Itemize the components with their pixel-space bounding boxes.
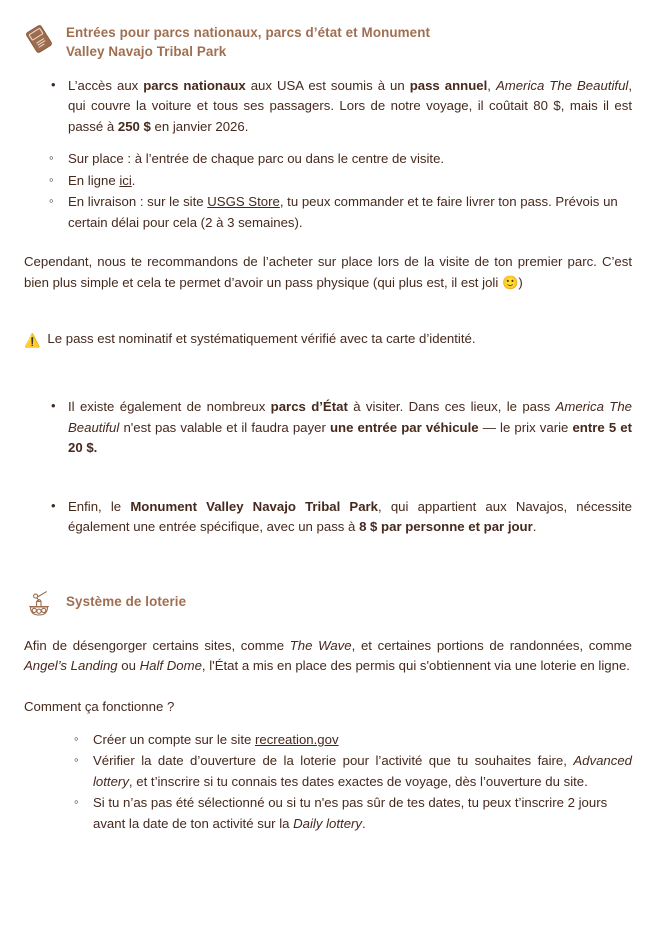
list-item-advanced-lottery [74,751,632,792]
italic-the-wave: The Wave [289,637,352,653]
warning-icon: ⚠️ [24,332,41,348]
bullet-parcs-etat [51,397,632,458]
loterie-steps-list [24,730,632,834]
section-title-line-1: Entrées pour parcs nationaux, parcs d’état et Monument [66,25,431,40]
entrees-monument-valley-list [24,497,632,538]
entrees-main-list [24,76,632,137]
spacer [24,293,632,329]
paragraph-recommendation [24,252,632,293]
link-ici[interactable]: ici [119,172,132,188]
emphasis-parcs-etat: parcs d’État [270,399,348,415]
link-usgs-store[interactable]: USGS Store [207,194,280,210]
spacer [24,619,632,636]
text-fragment: Créer un compte sur le site [93,732,255,748]
text-fragment: ) [518,274,523,290]
section-heading-loterie [24,586,632,619]
list-item-sur-place [49,149,632,169]
text-fragment: Il existe également de nombreux [68,399,271,415]
text-fragment: En livraison : sur le site [68,194,208,210]
emphasis-pass-annuel: pass annuel [409,77,488,93]
text-fragment: , et certaines portions de randonnées, comme [351,637,633,653]
text-fragment: , l'État a mis en place des permis qui s'obtiennent via une loterie en ligne. [201,658,630,674]
paragraph-question: Comment ça fonctionne ? [24,698,175,714]
text-fragment: , qui appartient aux Navajos, nécessite également une entrée spécifique, avec un pass à [68,498,632,535]
section-title-line-2: Valley Navajo Tribal Park [66,44,227,60]
emphasis-parcs-nationaux: parcs nationaux [143,77,246,93]
text-fragment: Enfin, le [68,498,131,514]
slightly-smiling-face-emoji: 🙂 [501,274,519,290]
link-recreation-gov[interactable]: recreation.gov [254,732,339,748]
list-item-en-ligne [49,171,632,191]
bullet-monument-valley [51,497,632,538]
lottery-drum-icon [24,587,54,619]
text-fragment: Vérifier la date d’ouverture de la loterie pour l’activité que tu souhaites faire, [93,753,574,769]
emphasis-monument-valley: Monument Valley Navajo Tribal Park [130,498,379,514]
text-fragment: — le prix varie [478,419,573,435]
section-title-loterie: Système de loterie [66,594,187,610]
italic-america-the-beautiful: America The Beautiful [68,399,632,435]
italic-daily-lottery: Daily lottery [293,815,363,831]
notice-text: Le pass est nominatif et systématiquement vérifié avec ta carte d’identité. [47,330,476,346]
ticket-icon [24,23,54,55]
text-fragment: En ligne [68,172,120,188]
spacer [24,540,632,586]
text-fragment: ou [117,658,140,674]
text-fragment: aux USA est soumis à un [245,77,410,93]
spacer [24,351,632,397]
entrees-state-parks-list [24,397,632,458]
text-fragment: Si tu n’as pas été sélectionné ou si tu n'es pas sûr de tes dates, tu peux t’inscrire 2 jours avant la date de ton activité sur la [93,795,608,831]
text-fragment: , [487,77,496,93]
italic-angels-landing: Angel’s Landing [24,658,118,674]
entrees-purchase-options-list [24,149,632,233]
notice-pass-nominatif [24,329,632,351]
italic-half-dome: Half Dome [139,658,202,674]
list-item-creer-compte [74,730,632,750]
spacer [24,461,632,497]
spacer [24,234,632,252]
emphasis-price-250: 250 $ [117,118,151,134]
italic-advanced-lottery: Advanced lottery [93,753,632,789]
text-fragment: Sur place : à l’entrée de chaque parc ou dans le centre de visite. [68,151,445,167]
text-fragment: Cependant, nous te recommandons de l’acheter sur place lors de la visite de ton premier parc. C’est bien plus simple et cela te permet d’avoir un pass physique (qui plus est, il est joli [24,254,632,290]
emphasis-price-range: entre 5 et 20 $. [68,419,632,456]
text-fragment: . [532,519,537,535]
section-title-entrees [66,22,430,62]
emphasis-entree-par-vehicule: une entrée par véhicule [329,419,479,435]
list-item-daily-lottery [74,793,632,834]
text-fragment: , tu peux commander et te faire livrer ton pass. Prévois un certain délai pour cela (2 à 3 semaines). [68,194,618,230]
text-fragment: , et t’inscrire si tu connais tes dates exactes de voyage, dès l’ouverture du site. [128,773,588,789]
text-fragment: à visiter. Dans ces lieux, le pass [347,399,556,415]
text-fragment: en janvier 2026. [150,118,249,134]
text-fragment: , qui couvre la voiture et tous ses passagers. Lors de notre voyage, il coûtait 80 $, mais il est passé à [68,77,633,134]
spacer [24,677,632,697]
text-fragment: Afin de désengorger certains sites, comme [24,637,290,653]
text-fragment: L’accès aux [68,77,144,93]
emphasis-price-per-person: 8 $ par personne et par jour [359,519,533,535]
section-heading-entrees [24,22,632,62]
list-item-en-livraison [49,192,632,233]
text-fragment: . [131,172,136,188]
italic-america-the-beautiful: America The Beautiful [495,77,629,93]
bullet-pass-annuel [51,76,632,137]
text-fragment: n'est pas valable et il faudra payer [119,419,330,435]
paragraph-loterie-intro [24,636,632,677]
text-fragment: . [362,815,366,831]
